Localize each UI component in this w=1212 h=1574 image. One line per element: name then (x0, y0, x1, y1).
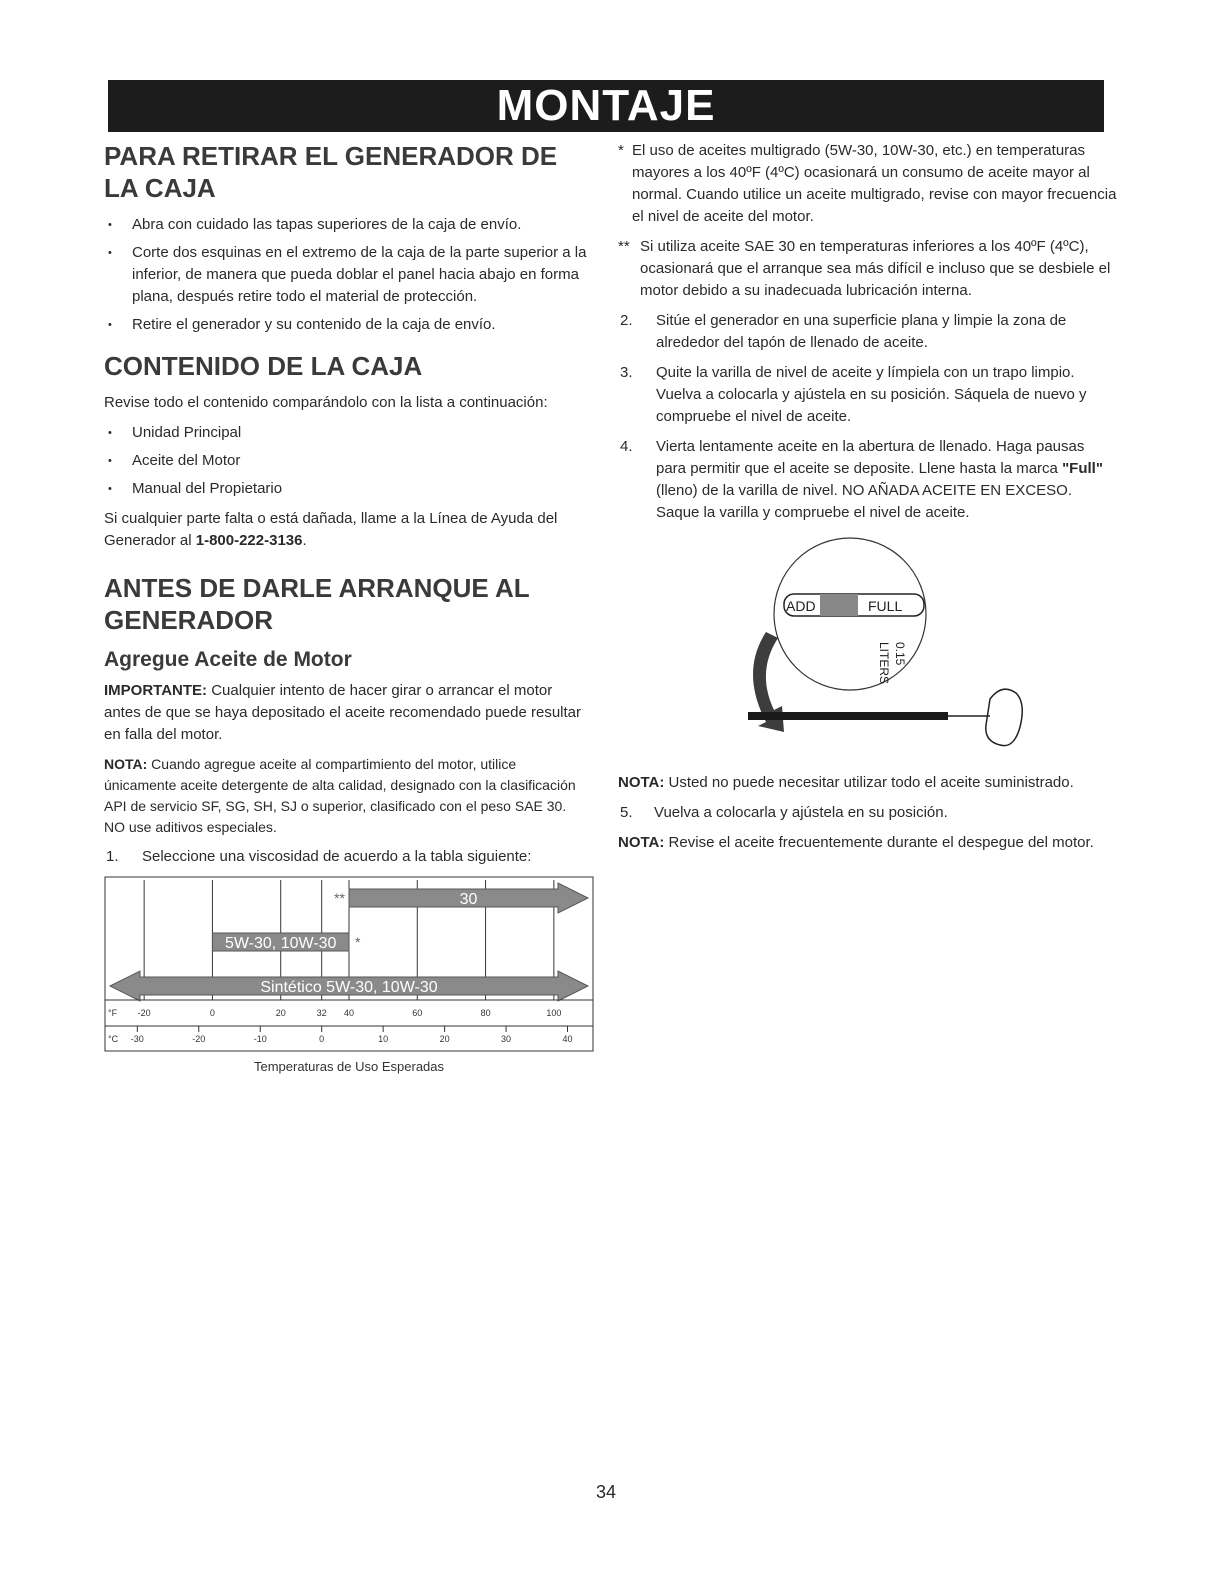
viscosity-bar-label: Sintético 5W-30, 10W-30 (260, 979, 438, 996)
step-4 (618, 436, 1118, 524)
step-text: Vierta lentamente aceite en la abertura de llenado. Haga pausas para permitir que el aceite se deposite. Llene hasta la marca (656, 438, 1085, 477)
celsius-tick-label: 30 (501, 1034, 512, 1044)
step-text: Quite la varilla de nivel de aceite y límpiela con un trapo limpio. Vuelva a colocarla y ajústela en su posición. Sáquela de nuevo y compruebe el nivel de aceite. (656, 364, 1087, 425)
step-number: 5. (620, 804, 633, 821)
list-item: • Aceite del Motor (104, 450, 590, 472)
bar-footnote-mark: * (355, 934, 361, 950)
step-text: Seleccione una viscosidad de acuerdo a la tabla siguiente: (142, 848, 532, 865)
dipstick-rod (748, 712, 948, 720)
page-number: 34 (595, 1482, 617, 1502)
footnote-sae30 (618, 236, 1118, 302)
step-1 (104, 846, 590, 868)
list-item: • Manual del Propietario (104, 478, 590, 500)
viscosity-chart-svg (104, 876, 594, 1052)
dip-unit-label: LITERS (877, 642, 891, 685)
bar-footnote-mark: ** (334, 890, 345, 906)
note-check-oil (618, 832, 1118, 854)
remove-steps-list (104, 214, 590, 336)
heading-before-starting: ANTES DE DARLE ARRANQUE AL GENERADOR (104, 573, 530, 635)
heading-remove-generator: PARA RETIRAR EL GENERADOR DE LA CAJA (104, 141, 558, 203)
list-item: • Retire el generador y su contenido de la caja de envío. (104, 314, 590, 336)
celsius-tick-label: 10 (378, 1034, 389, 1044)
fahrenheit-tick-label: 40 (343, 1008, 355, 1018)
viscosity-bar-label: 5W-30, 10W-30 (224, 935, 337, 952)
section-banner (108, 80, 1104, 132)
celsius-tick-label: -10 (253, 1034, 267, 1044)
viscosity-bar-label: 30 (459, 891, 478, 908)
celsius-tick-label: 0 (319, 1034, 325, 1044)
helpline-phone: 1-800-222-3136 (195, 532, 303, 549)
footnote-text: El uso de aceites multigrado (5W-30, 10W-30, etc.) en temperaturas mayores a los 40ºF (4ºC) ocasionará un consumo de aceite mayor al normal. Cuando utilice un aceite multigrado, revise con mayor frecuencia el nivel de aceite del motor. (632, 142, 1117, 225)
list-item: • Abra con cuidado las tapas superiores de la caja de envío. (104, 214, 590, 236)
dip-full-label: FULL (868, 598, 903, 614)
note-text: Cuando agregue aceite al compartimiento del motor, utilice únicamente aceite detergente de alta calidad, designado con la clasificación API de servicio SF, SG, SH, SJ o superior, clasificado con el peso SAE 30. NO use aditivos especiales. (104, 756, 576, 835)
celsius-tick-label: 40 (562, 1034, 573, 1044)
step-3 (618, 362, 1118, 428)
left-column (104, 140, 590, 1074)
step-text: Vuelva a colocarla y ajústela en su posición. (654, 804, 948, 821)
heading-add-oil: Agregue Aceite de Motor (104, 648, 352, 671)
celsius-tick-label: -20 (192, 1034, 206, 1044)
step-number: 4. (620, 438, 633, 455)
note-label: NOTA: (618, 834, 665, 851)
fahrenheit-tick-label: 80 (480, 1008, 491, 1018)
chart-xlabel: Temperaturas de Uso Esperadas (253, 1059, 445, 1074)
helpline-paragraph (104, 508, 590, 552)
note-text: Revise el aceite frecuentemente durante el despegue del motor. (664, 834, 1094, 851)
step-2 (618, 310, 1118, 354)
footnote-mark: ** (618, 238, 630, 255)
fahrenheit-unit-label: °F (108, 1008, 118, 1018)
heading-box-contents: CONTENIDO DE LA CAJA (104, 351, 423, 381)
step-number: 2. (620, 312, 633, 329)
list-item: • Unidad Principal (104, 422, 590, 444)
fahrenheit-tick-label: 60 (412, 1008, 423, 1018)
fahrenheit-tick-label: -20 (137, 1008, 151, 1018)
important-label: IMPORTANTE: (104, 682, 208, 699)
note-text: Usted no puede necesitar utilizar todo el aceite suministrado. (664, 774, 1074, 791)
dip-qty-label: 0.15 (893, 642, 907, 666)
banner-title: MONTAJE (479, 81, 734, 131)
important-paragraph (104, 680, 590, 746)
important-text: Cualquier intento de hacer girar o arrancar el motor antes de que se haya depositado el aceite recomendado puede resultar en falla del motor. (104, 682, 582, 743)
dip-add-label: ADD (786, 598, 816, 614)
fahrenheit-tick-label: 0 (209, 1008, 215, 1018)
dipstick-illustration (718, 534, 1028, 764)
full-mark-text: "Full" (1062, 460, 1103, 477)
note-all-oil (618, 772, 1118, 794)
celsius-tick-label: -30 (130, 1034, 144, 1044)
contents-intro: Revise todo el contenido comparándolo con la lista a continuación: (104, 394, 548, 411)
helpline-text: Si cualquier parte falta o está dañada, llame a la Línea de Ayuda del Generador al (104, 510, 558, 549)
footnote-mark: * (618, 142, 624, 159)
contents-list (104, 422, 590, 500)
step-text: (lleno) de la varilla de nivel. NO AÑADA ACEITE EN EXCESO. Saque la varilla y compruebe el nivel de aceite. (656, 482, 1072, 521)
step-number: 3. (620, 364, 633, 381)
celsius-unit-label: °C (108, 1034, 119, 1044)
list-item: • Corte dos esquinas en el extremo de la caja de la parte superior a la inferior, de manera que pueda doblar el panel hacia abajo en forma plana, después retire todo el material de protección. (104, 242, 590, 308)
step-5 (618, 802, 1118, 824)
note-oil-type (104, 754, 590, 838)
footnote-multigrade (618, 140, 1118, 228)
note-label: NOTA: (618, 774, 665, 791)
step-number: 1. (106, 848, 119, 865)
step-text: Sitúe el generador en una superficie plana y limpie la zona de alrededor del tapón de llenado de aceite. (656, 312, 1067, 351)
right-column (618, 140, 1118, 862)
oil-range-hatch (820, 594, 858, 616)
footnote-text: Si utiliza aceite SAE 30 en temperaturas inferiores a los 40ºF (4ºC), ocasionará que el arranque sea más difícil e incluso que se desbiele el motor debido a su inadecuada lubricación interna. (640, 238, 1111, 299)
helpline-end: . (302, 532, 307, 549)
fahrenheit-tick-label: 32 (316, 1008, 327, 1018)
celsius-tick-label: 20 (439, 1034, 450, 1044)
fahrenheit-tick-label: 100 (546, 1008, 562, 1018)
note-label: NOTA: (104, 756, 148, 772)
viscosity-chart (104, 876, 594, 1074)
dipstick-cap (986, 689, 1022, 745)
fahrenheit-tick-label: 20 (275, 1008, 286, 1018)
